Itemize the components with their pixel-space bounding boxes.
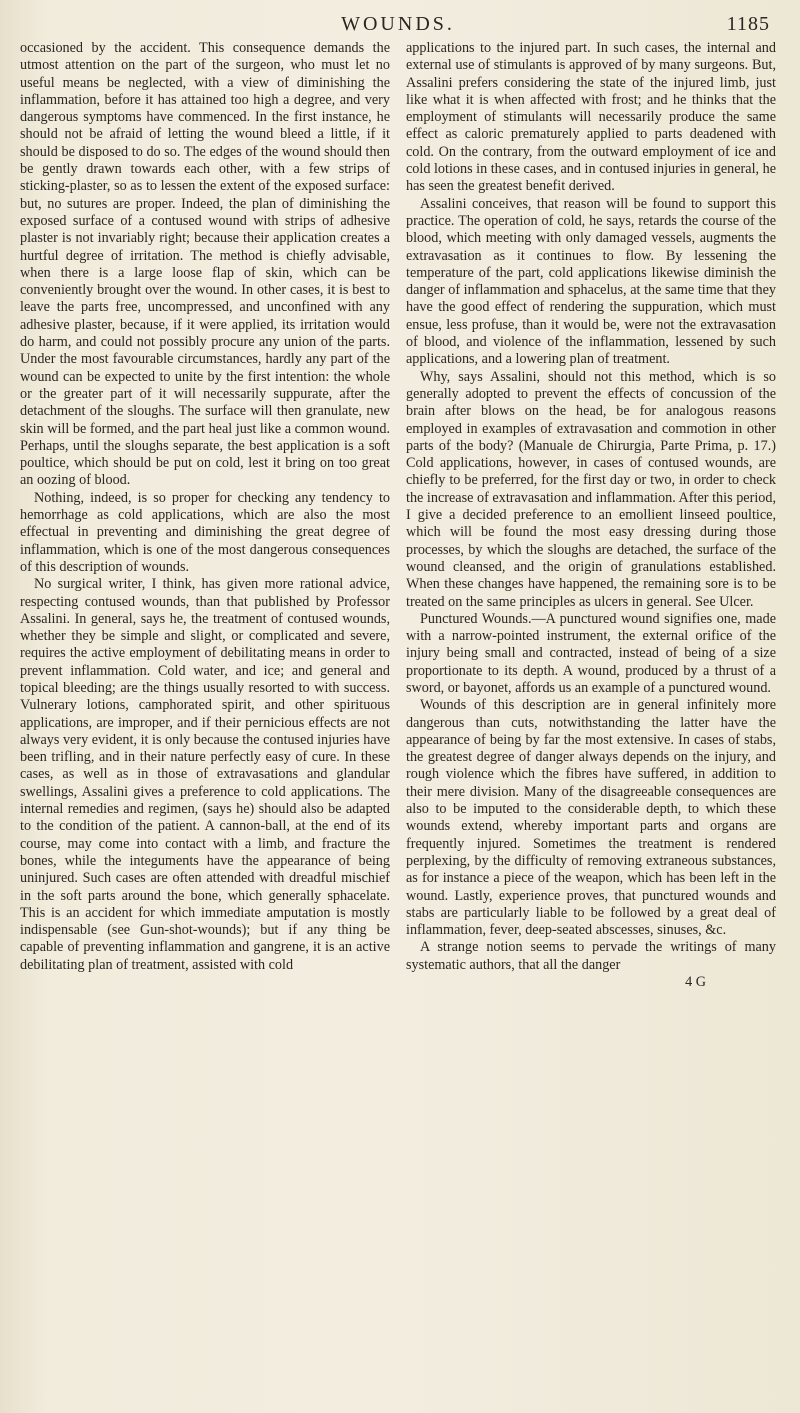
signature-mark: 4 G [685,974,706,991]
right-column [406,40,776,991]
paragraph: A strange notion seems to pervade the writings of many systematic authors, that all the danger [406,939,776,973]
paragraph: Punctured Wounds.—A punctured wound signifies one, made with a narrow-pointed instrument, the external orifice of the injury being small and contracted, instead of being of a size proportionate to its depth. A wound, produced by a thrust of a sword, or bayonet, affords us an example of a punctured wound. [406,610,776,696]
paragraph: Wounds of this description are in general infinitely more dangerous than cuts, notwithstanding the latter have the appearance of being by far the most extensive. In cases of stabs, the greatest degree of danger always depends on the injury, and rough violence which the fibres have suffered, in addition to their mere division. Many of the disagreeable consequences are also to be imputed to the considerable depth, to which these wounds extend, whereby important parts and organs are frequently injured. Sometimes the treatment is rendered perplexing, by the difficulty of removing extraneous substances, as for instance a piece of the weapon, which has been left in the wound. Lastly, experience proves, that punctured wounds and stabs are particularly liable to be followed by a great deal of inflammation, fever, deep-seated abscesses, sinuses, &c. [406,697,776,939]
paragraph: No surgical writer, I think, has given more rational advice, respecting contused wounds, than that published by Professor Assalini. In general, says he, the treatment of contused wounds, whether they be simple and slight, or complicated and severe, requires the active employment of debilitating means in order to prevent inflammation. Cold water, and ice; and general and topical bleeding; are the things usually resorted to with success. Vulnerary lotions, camphorated spirit, and other spirituous applications, are improper, and if their pernicious effects are not always very evident, it is only because the contused injuries have been trifling, and in their nature perfectly easy of cure. In these cases, as well as in those of extravasations and glandular swellings, Assalini gives a preference to cold applications. The internal remedies and regimen, (says he) should also be adapted to the condition of the patient. A cannon-ball, at the end of its course, may come into contact with a limb, and fracture the bones, while the integuments have the appearance of being uninjured. Such cases are often attended with dreadful mischief in the soft parts around the bone, which generally sphacelate. This is an accident for which immediate amputation is mostly indispensable (see Gun-shot-wounds); but if any thing be capable of preventing inflammation and gangrene, it is an active debilitating plan of treatment, assisted with cold [20,576,390,973]
running-head-title: WOUNDS. [341,13,455,35]
text-columns [20,40,776,991]
left-column [20,40,390,991]
paragraph: Assalini conceives, that reason will be found to support this practice. The operation of cold, he says, retards the course of the blood, which meeting with only damaged vessels, augments the extravasation as it continues to flow. By lessening the temperature of the part, cold applications likewise diminish the danger of inflammation and sphacelus, at the same time that they have the good effect of rendering the suppuration, which must ensue, less profuse, than it would be, were not the extravasation of blood, and violence of the inflammation, lessened by such applications, and a lowering plan of treatment. [406,195,776,368]
page-number: 1185 [726,13,770,35]
paragraph: Nothing, indeed, is so proper for checking any tendency to hemorrhage as cold applications, which are also the most effectual in preventing and diminishing the great degree of inflammation, which is one of the most dangerous consequences of this description of wounds. [20,489,390,575]
paragraph: occasioned by the accident. This consequence demands the utmost attention on the part of the surgeon, who must let no useful means be neglected, with a view of diminishing the inflammation, before it has attained too high a degree, and very dangerous symptoms have commenced. In the first instance, he should not be afraid of letting the wound bleed a little, if it should be disposed to do so. The edges of the wound should then be gently drawn towards each other, with a few strips of sticking-plaster, so as to lessen the extent of the exposed surface: but, no sutures are proper. Indeed, the plan of diminishing the exposed surface of a contused wound with strips of adhesive plaster is not invariably right; because their application creates a hurtful degree of irritation. The method is chiefly advisable, when there is a large loose flap of skin, which can be conveniently brought over the wound. In other cases, it is best to leave the parts free, uncompressed, and unconfined with any adhesive plaster, because, if it were applied, its irritation would do harm, and could not possibly procure any union of the parts. Under the most favourable circumstances, hardly any part of the wound can be expected to unite by the first intention: the whole or the greater part of it will necessarily suppurate, after the detachment of the sloughs. The surface will then granulate, new skin will be formed, and the part heal just like a common wound. Perhaps, until the sloughs separate, the best application is a soft poultice, which should be put on cold, lest it bring on too great an oozing of blood. [20,40,390,489]
paragraph: applications to the injured part. In such cases, the internal and external use of stimulants is approved of by many surgeons. But, Assalini prefers considering the state of the injured limb, just like what it is when affected with frost; and he thinks that the employment of stimulants will necessarily produce the same effect as caloric prematurely applied to parts deadened with cold. On the contrary, from the outward employment of ice and cold lotions in these cases, and in contused injuries in general, he has seen the greatest benefit derived. [406,40,776,195]
paragraph: Why, says Assalini, should not this method, which is so generally adopted to prevent the effects of concussion of the brain after blows on the head, be for analogous reasons employed in examples of extravasation and commotion in other parts of the body? (Manuale de Chirurgia, Parte Prima, p. 17.) Cold applications, however, in cases of contused wounds, are chiefly to be preferred, for the first day or two, in order to check the increase of extravasation and inflammation. After this period, I give a decided preference to an emollient linseed poultice, which will be found the most easy dressing during those processes, by which the sloughs are detached, the surface of the wound cleansed, and the origin of granulations established. When these changes have happened, the remaining sore is to be treated on the same principles as ulcers in general. See Ulcer. [406,368,776,610]
running-head [20,10,776,38]
